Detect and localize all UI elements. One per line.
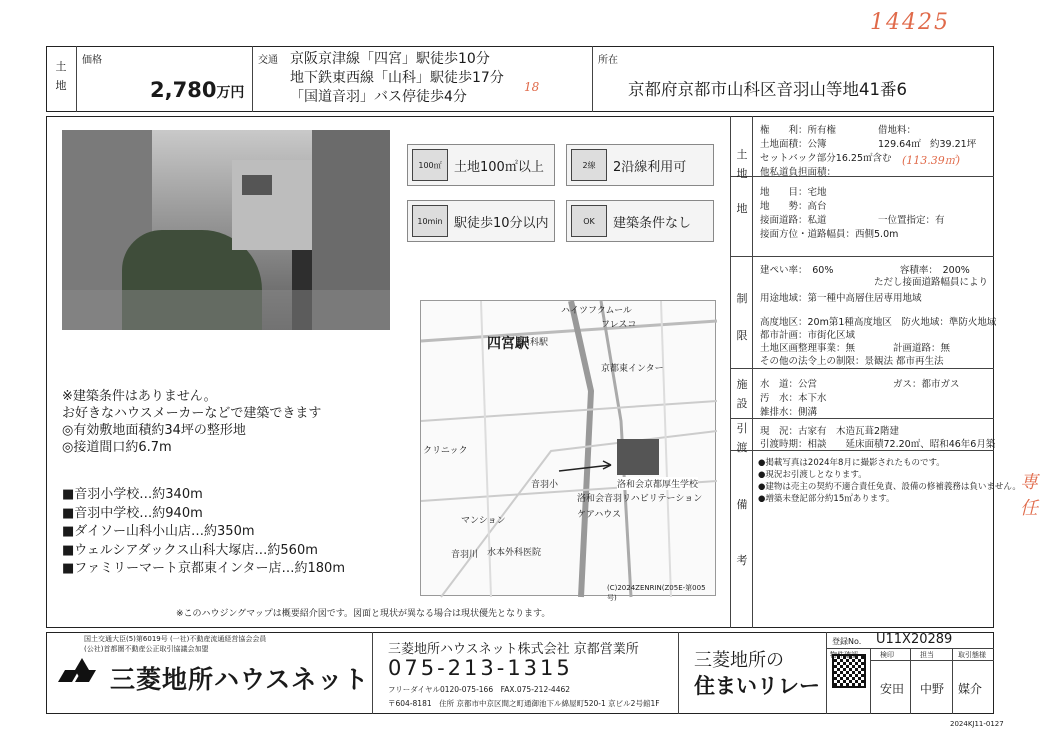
land-area-sqm: 129.64㎡ bbox=[878, 139, 921, 150]
walk-time-icon: 10min bbox=[412, 205, 448, 237]
facility-row: 水 道：公営 ガス：都市ガス bbox=[760, 379, 960, 390]
land-area-tsubo: 約39.21坪 bbox=[930, 139, 977, 150]
freedial: フリーダイヤル0120-075-166 FAX.075-212-4462 bbox=[388, 685, 571, 694]
price-number: 2,780 bbox=[150, 78, 217, 102]
land-category-row: 地 目：宅地 bbox=[760, 187, 827, 198]
feature-notes bbox=[62, 388, 321, 456]
slogan-line-2: 住まいリレー bbox=[694, 674, 820, 698]
restrict-row: 用途地域：第一種中高層住居専用地域 bbox=[760, 293, 922, 304]
train-icon: 2線 bbox=[571, 149, 607, 181]
nearby-item: ■ファミリーマート京都東インター店…約180m bbox=[62, 561, 345, 576]
remark: ●現況お引渡しとなります。 bbox=[758, 470, 867, 480]
map-label: 音羽小 bbox=[531, 480, 559, 490]
tag-two-lines: 2線 2沿線利用可 bbox=[566, 144, 714, 186]
property-photo bbox=[62, 130, 390, 330]
grid-header-confirm: 物件確認 bbox=[830, 651, 858, 659]
restrict-row: 土地区画整理事業：無 計画道路：無 bbox=[760, 343, 951, 354]
restrict-row: 建ぺい率： 60% 容積率： 200% bbox=[760, 265, 970, 276]
terrain-row: 地 勢：高台 bbox=[760, 201, 827, 212]
private-road-row: 他私道負担面積： bbox=[760, 167, 837, 178]
map-disclaimer: ※このハウジングマップは概要紹介図です。図面と現状が異なる場合は現状優先となります。 bbox=[176, 609, 551, 619]
setback-row: セットバック部分16.25㎡含む bbox=[760, 153, 892, 164]
land-area-icon: 100㎡ bbox=[412, 149, 448, 181]
price-unit: 万円 bbox=[216, 85, 245, 101]
transport-label: 交通 bbox=[258, 55, 278, 66]
section-land2: 地 bbox=[736, 202, 748, 215]
nearby-item: ■ダイソー山科小山店…約350m bbox=[62, 524, 255, 539]
transport-line-1: 京阪京津線「四宮」駅徒歩10分 bbox=[290, 51, 490, 67]
map-station: 四宮駅 bbox=[487, 336, 529, 352]
map-copyright: (C)2024ZENRIN(Z05E-第005号) bbox=[607, 584, 706, 602]
brand-name: 三菱地所ハウスネット bbox=[110, 665, 370, 694]
restrict-row: ただし接面道路幅員により bbox=[760, 277, 989, 288]
section-restrict: 制 限 bbox=[736, 292, 748, 343]
feature-note: ◎接道間口約6.7m bbox=[62, 440, 172, 455]
map-label: マンション bbox=[461, 516, 506, 526]
license-info: 国土交通大臣(5)第6019号 (一社)不動産流通経営協会会員 (公社)首都圏不動産公正取引協議会加盟 bbox=[84, 635, 267, 653]
tag-land-100: 100㎡ 土地100㎡以上 bbox=[407, 144, 555, 186]
facility-row: 雑排水：側溝 bbox=[760, 407, 818, 418]
nearby-item: ■音羽小学校…約340m bbox=[62, 487, 203, 502]
handover-row: 現 況：古家有 木造瓦葺2階建 bbox=[760, 426, 900, 437]
address: 〒604-8181 住所 京都市中京区間之町通御池下ル綿屋町520-1 京ビル2号館1F bbox=[388, 699, 660, 708]
lease-label: 借地料： bbox=[878, 125, 917, 136]
designation-row: 一位置指定：有 bbox=[878, 215, 945, 226]
phone-number: 075-213-1315 bbox=[388, 656, 573, 680]
facility-row: 汚 水：本下水 bbox=[760, 393, 827, 404]
price-value bbox=[150, 78, 244, 102]
grid-value-deal: 媒介 bbox=[958, 682, 983, 696]
map-school-label: 洛和会京都厚生学校 bbox=[617, 477, 698, 490]
tag-walk-10: 10min 駅徒歩10分以内 bbox=[407, 200, 555, 242]
location-value: 京都府京都市山科区音羽山等地41番6 bbox=[628, 80, 907, 99]
map-label: フレスコ bbox=[601, 320, 637, 330]
land-area-row: 土地面積：公簿 bbox=[760, 139, 827, 150]
restrict-row: 高度地区：20m第1種高度地区 防火地域：準防火地域 bbox=[760, 317, 997, 328]
map-label: 京都東インター bbox=[601, 364, 664, 374]
section-facility: 施 設 bbox=[736, 378, 748, 410]
land-handwritten: (113.39㎡) bbox=[902, 154, 961, 167]
handover-row: 引渡時期：相談 延床面積72.20㎡、昭和46年6月築 bbox=[760, 439, 996, 450]
mitsubishi-logo-icon bbox=[62, 658, 102, 694]
grid-header-stamp: 検印 bbox=[880, 651, 894, 659]
map-label: 山科駅 bbox=[521, 338, 549, 348]
nearby-item: ■音羽中学校…約940m bbox=[62, 505, 203, 521]
location-label: 所在 bbox=[598, 55, 618, 66]
remark: ●増築未登記部分約15㎡あります。 bbox=[758, 494, 895, 504]
feature-note: ※建築条件はありません。 bbox=[62, 389, 217, 404]
map-label: ケアハウス bbox=[577, 510, 622, 520]
housing-map bbox=[420, 300, 716, 602]
feature-note: ◎有効敷地面積約34坪の整形地 bbox=[62, 423, 246, 438]
grid-value-stamp: 安田 bbox=[880, 682, 905, 696]
nearby-facilities bbox=[62, 486, 345, 579]
remark: ●建物は売主の契約不適合責任免責、設備の修補義務は負いません。 bbox=[758, 482, 1021, 492]
map-label: 水本外科医院 bbox=[487, 548, 542, 558]
rights-row: 権 利：所有権 bbox=[760, 125, 837, 136]
road-row: 接面道路：私道 bbox=[760, 215, 827, 226]
road-width-row: 接面方位・道路幅員：西側5.0m bbox=[760, 229, 899, 240]
ok-icon: OK bbox=[571, 205, 607, 237]
grid-value-staff: 中野 bbox=[920, 682, 945, 696]
tag-no-building-condition: OK 建築条件なし bbox=[566, 200, 714, 242]
land-label: 土 地 bbox=[55, 60, 67, 92]
section-remarks: 備 考 bbox=[736, 498, 748, 568]
side-handwritten: 専 任 bbox=[1020, 472, 1038, 519]
transport-info bbox=[290, 50, 504, 107]
transport-line-2: 地下鉄東西線「山科」駅徒歩17分 bbox=[290, 70, 504, 86]
reg-label: 登録No. bbox=[832, 637, 862, 646]
map-label: 音羽川 bbox=[451, 550, 479, 560]
company-name: 三菱地所ハウスネット株式会社 京都営業所 bbox=[388, 642, 639, 657]
feature-note: お好きなハウスメーカーなどで建築できます bbox=[62, 406, 322, 421]
transport-line-3: 「国道音羽」バス停徒歩4分 bbox=[290, 89, 467, 105]
doc-code: 2024KJ11-0127 bbox=[950, 720, 1004, 728]
map-label: クリニック bbox=[423, 446, 468, 456]
section-handover: 引 渡 bbox=[736, 422, 748, 454]
restrict-row: その他の法令上の制限：景観法 都市再生法 bbox=[760, 356, 944, 367]
nearby-item: ■ウェルシアダックス山科大塚店…約560m bbox=[62, 542, 318, 558]
remark: ●掲載写真は2024年8月に撮影されたものです。 bbox=[758, 458, 945, 468]
grid-header-deal: 取引態様 bbox=[958, 651, 986, 659]
section-land: 土 地 bbox=[736, 148, 748, 180]
reg-value: U11X20289 bbox=[876, 632, 953, 647]
handwritten-number: 14425 bbox=[870, 10, 950, 35]
map-label: 洛和会音羽リハビリテーション bbox=[577, 494, 703, 504]
slogan-line-1: 三菱地所の bbox=[694, 650, 784, 671]
transport-correction: 18 bbox=[524, 80, 540, 94]
grid-header-staff: 担当 bbox=[920, 651, 934, 659]
restrict-row: 都市計画：市街化区域 bbox=[760, 330, 856, 341]
price-label: 価格 bbox=[82, 55, 102, 66]
map-label: ハイツフクムール bbox=[561, 306, 632, 316]
